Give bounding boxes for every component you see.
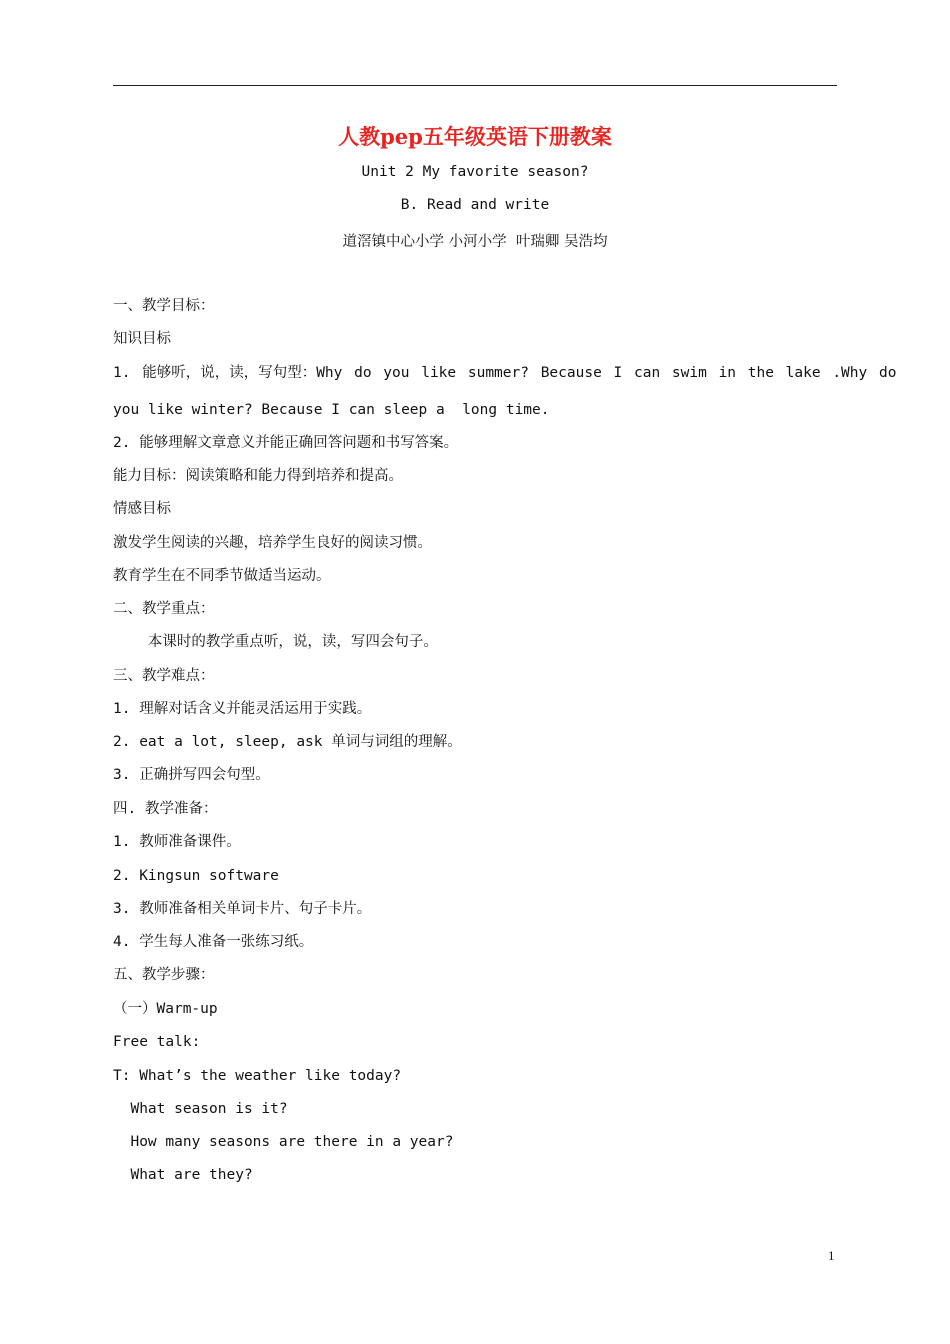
- page-number: 1: [828, 1248, 835, 1263]
- ability-objective: 能力目标：阅读策略和能力得到培养和提高。: [113, 468, 403, 484]
- emotion-objectives-label: 情感目标: [113, 501, 171, 517]
- dialogue-line-2: What season is it?: [113, 1101, 288, 1117]
- preparation-item-2: 2. Kingsun software: [113, 868, 279, 884]
- emotion-objective-2: 教育学生在不同季节做适当运动。: [113, 568, 331, 584]
- knowledge-objectives-label: 知识目标: [113, 331, 171, 347]
- section-subtitle: B. Read and write: [400, 197, 550, 213]
- emotion-objective-1: 激发学生阅读的兴趣，培养学生良好的阅读习惯。: [113, 535, 432, 551]
- page-title: 人教pep五年级英语下册教案: [338, 124, 612, 149]
- difficulty-item-1: 1. 理解对话含义并能灵活运用于实践。: [113, 701, 372, 717]
- preparation-item-4: 4. 学生每人准备一张练习纸。: [113, 934, 314, 950]
- heading-steps: 五、教学步骤：: [113, 967, 215, 983]
- objective-item-2: 2. 能够理解文章意义并能正确回答问题和书写答案。: [113, 435, 459, 451]
- heading-preparation: 四. 教学准备：: [113, 801, 218, 817]
- heading-key-points: 二、教学重点：: [113, 601, 215, 617]
- heading-objectives: 一、教学目标：: [113, 298, 215, 314]
- preparation-item-3: 3. 教师准备相关单词卡片、句子卡片。: [113, 901, 372, 917]
- key-point-text: 本课时的教学重点听，说，读，写四会句子。: [113, 634, 438, 650]
- step-warm-up: （一）Warm-up: [113, 1001, 218, 1017]
- dialogue-line-3: How many seasons are there in a year?: [113, 1134, 454, 1150]
- authors-line: 道滘镇中心小学 小河小学 叶瑞卿 吴浩均: [342, 234, 608, 250]
- dialogue-line-4: What are they?: [113, 1167, 253, 1183]
- dialogue-line-1: T: What’s the weather like today?: [113, 1068, 402, 1084]
- difficulty-item-3: 3. 正确拼写四会句型。: [113, 767, 270, 783]
- unit-subtitle: Unit 2 My favorite season?: [361, 164, 589, 180]
- preparation-item-1: 1. 教师准备课件。: [113, 834, 241, 850]
- heading-difficulties: 三、教学难点：: [113, 668, 215, 684]
- objective-item-1-continued: you like winter? Because I can sleep a long time.: [113, 402, 550, 418]
- free-talk-label: Free talk:: [113, 1034, 201, 1050]
- objective-item-1: 1. 能够听，说，读，写句型：Why do you like summer? Because I can swim in the lake .Why do: [113, 365, 897, 381]
- difficulty-item-2: 2. eat a lot, sleep, ask 单词与词组的理解。: [113, 734, 462, 750]
- header-rule: [113, 85, 837, 86]
